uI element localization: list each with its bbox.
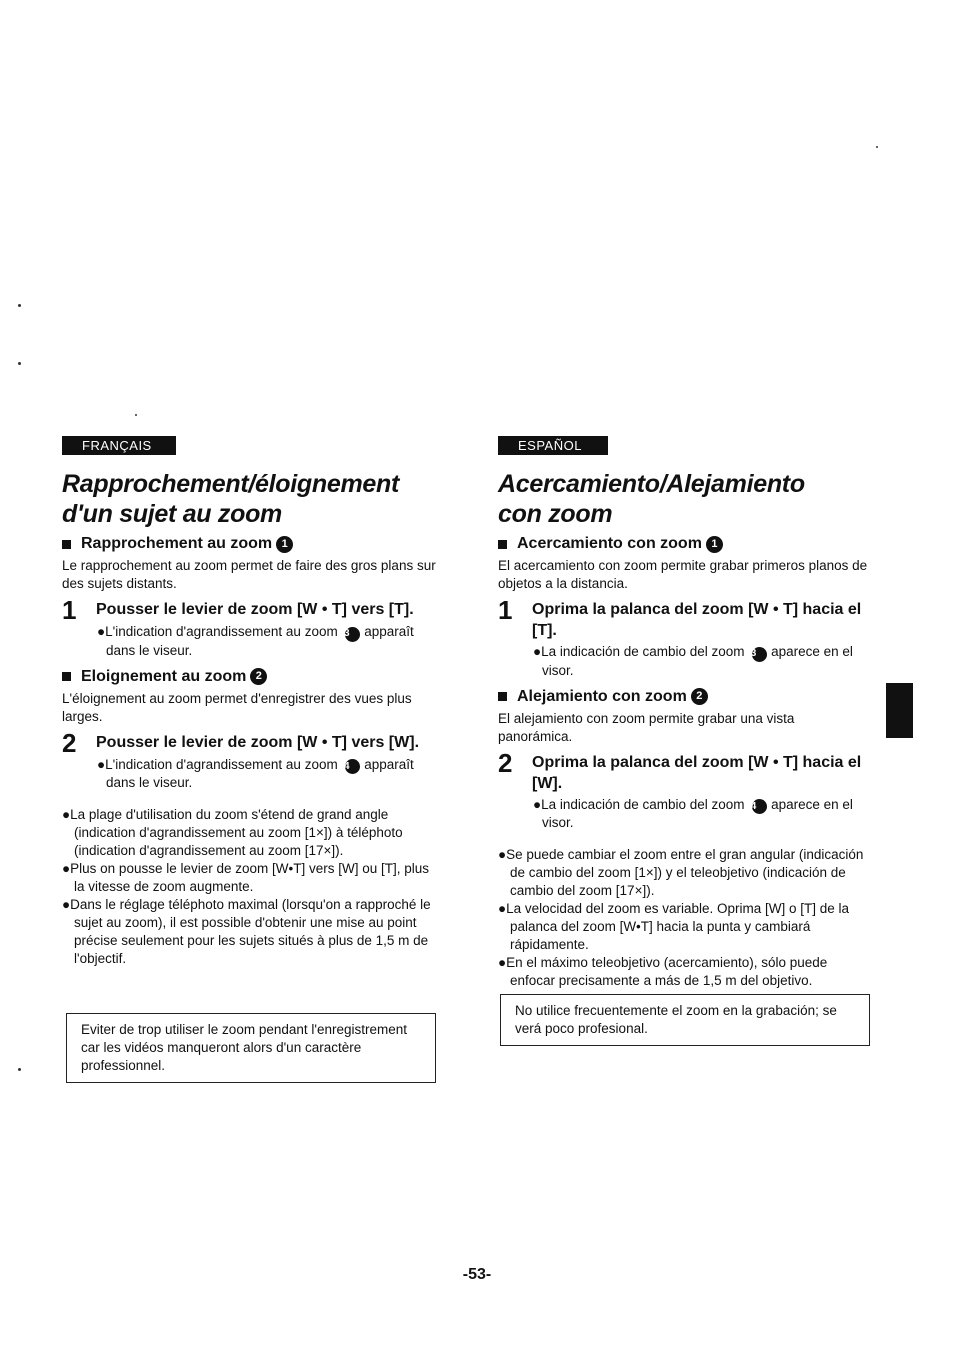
square-bullet-icon: [62, 540, 71, 549]
spanish-step-1: [498, 595, 870, 641]
circled-number-icon: 1: [706, 536, 723, 553]
spanish-section-zoom-out-text: El alejamiento con zoom permite grabar una vista panorámica.: [498, 710, 795, 744]
scan-speck: [135, 414, 137, 416]
note-item: ●La velocidad del zoom es variable. Oprima [W] o [T] de la palanca del zoom [W•T] hacia la punta y cambiará rápidamente.: [498, 901, 850, 952]
square-bullet-icon: [498, 692, 507, 701]
note-item: ●Se puede cambiar el zoom entre el gran angular (indicación de cambio del zoom [1×]) y el teleobjetivo (indicación de cambio del zoom [17×]).: [498, 847, 864, 898]
circled-number-icon: 3: [752, 647, 767, 662]
spanish-column: [498, 436, 870, 990]
step-instruction: Oprima la palanca del zoom [W • T] hacia el [W].: [532, 753, 862, 792]
french-section-zoom-in-heading: Rapprochement au zoom 1: [62, 535, 440, 553]
language-tab-spanish: ESPAÑOL: [498, 436, 608, 455]
circled-number-icon: 1: [276, 536, 293, 553]
circled-number-icon: 2: [250, 668, 267, 685]
french-caution-box: Eviter de trop utiliser le zoom pendant l'enregistrement car les vidéos manqueront alors d'un caractère professionnel.: [66, 1013, 436, 1083]
french-section-zoom-out-heading: Eloignement au zoom 2: [62, 668, 440, 686]
step-instruction: Oprima la palanca del zoom [W • T] hacia el [T].: [532, 601, 862, 639]
spanish-notes: [498, 846, 870, 990]
french-step-2: [62, 727, 440, 758]
section-edge-marker: [886, 683, 913, 738]
square-bullet-icon: [498, 540, 507, 549]
language-tab-french: FRANÇAIS: [62, 436, 176, 455]
french-step-1: [62, 595, 440, 625]
french-section-zoom-in-text: Le rapprochement au zoom permet de faire des gros plans sur des sujets distants.: [62, 558, 436, 591]
spanish-step-2: [498, 747, 870, 794]
circled-number-icon: 4: [752, 799, 767, 814]
french-section-zoom-out-text: L'éloignement au zoom permet d'enregistrer des vues plus larges.: [62, 690, 412, 724]
step-instruction: Pousser le levier de zoom [W • T] vers [W].: [96, 733, 420, 751]
note-item: ●Plus on pousse le levier de zoom [W•T] vers [W] ou [T], plus la vitesse de zoom augmente.: [62, 861, 430, 894]
spanish-section-zoom-in-text: El acercamiento con zoom permite grabar primeros planos de objetos a la distancia.: [498, 558, 868, 591]
step-instruction: Pousser le levier de zoom [W • T] vers [T].: [96, 601, 414, 618]
spanish-caution-box: No utilice frecuentemente el zoom en la grabación; se verá poco profesional.: [500, 994, 870, 1046]
french-step-1-note: ●L'indication d'agrandissement au zoom 3 apparaît dans le viseur.: [97, 624, 414, 658]
spanish-step-1-note: ●La indicación de cambio del zoom 3 aparece en el visor.: [533, 644, 853, 678]
step-number: 1: [498, 595, 513, 625]
spanish-title: Acercamiento/Alejamiento con zoom: [498, 470, 805, 528]
note-item: ●La plage d'utilisation du zoom s'étend de grand angle (indication d'agrandissement au zoom [1×]) à téléphoto (indication d'agrandissement au zoom [17×]).: [62, 807, 403, 858]
square-bullet-icon: [62, 672, 71, 681]
french-step-2-note: ●L'indication d'agrandissement au zoom 4 apparaît dans le viseur.: [97, 756, 414, 790]
circled-number-icon: 2: [691, 688, 708, 705]
circled-number-icon: 4: [345, 759, 360, 774]
page-number: -53-: [462, 1266, 492, 1283]
french-notes: [62, 806, 440, 968]
scan-speck: [18, 1068, 21, 1071]
circled-number-icon: 3: [345, 627, 360, 642]
scan-speck: [18, 362, 21, 365]
spanish-step-2-note: ●La indicación de cambio del zoom 4 aparece en el visor.: [533, 796, 853, 830]
note-item: ●En el máximo teleobjetivo (acercamiento), sólo puede enfocar precisamente a más de 1,5 m del objetivo.: [498, 955, 828, 988]
french-title: Rapprochement/éloignement d'un sujet au zoom: [62, 470, 399, 528]
step-number: 2: [498, 747, 513, 778]
scan-speck: [876, 146, 878, 148]
step-number: 1: [62, 595, 77, 625]
step-number: 2: [62, 727, 77, 758]
note-item: ●Dans le réglage téléphoto maximal (lorsqu'on a rapproché le sujet au zoom), il est possible d'obtenir une mise au point précise seulement pour les sujets situés à plus de 1,5 m de l'objectif.: [62, 897, 431, 966]
spanish-section-zoom-out-heading: Alejamiento con zoom 2: [498, 688, 870, 706]
french-column: [62, 436, 440, 968]
spanish-section-zoom-in-heading: Acercamiento con zoom 1: [498, 535, 870, 553]
scan-speck: [18, 304, 21, 307]
